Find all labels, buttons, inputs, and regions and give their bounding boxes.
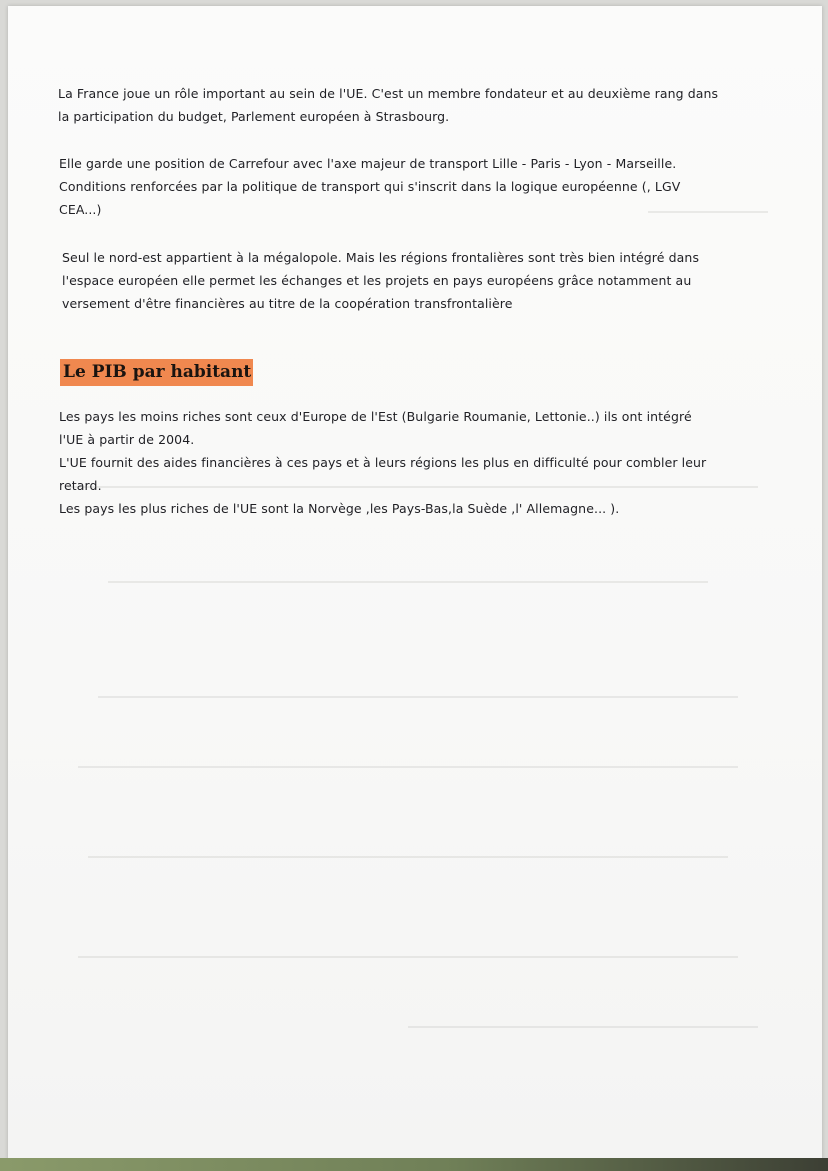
scan-bottom-edge bbox=[0, 1158, 828, 1171]
bleed-through-mark bbox=[78, 766, 738, 768]
text-line: retard. bbox=[59, 478, 102, 493]
text-line: la participation du budget, Parlement européen à Strasbourg. bbox=[58, 109, 450, 124]
text-line: La France joue un rôle important au sein de l'UE. C'est un membre fondateur et au deuxième rang dans bbox=[58, 86, 719, 101]
text-line: L'UE fournit des aides financières à ces pays et à leurs régions les plus en difficulté pour combler leur bbox=[59, 455, 707, 470]
megalopole-paragraph bbox=[62, 246, 762, 315]
bleed-through-mark bbox=[88, 856, 728, 858]
carrefour-paragraph bbox=[59, 152, 759, 221]
text-line: versement d'être financières au titre de la coopération transfrontalière bbox=[62, 296, 513, 311]
text-line: CEA...) bbox=[59, 202, 102, 217]
text-line: Conditions renforcées par la politique de transport qui s'inscrit dans la logique européenne (, LGV bbox=[59, 179, 681, 194]
text-line: Les pays les plus riches de l'UE sont la Norvège ,les Pays-Bas,la Suède ,l' Allemagne... ). bbox=[59, 501, 620, 516]
pib-paragraph bbox=[59, 405, 759, 520]
bleed-through-mark bbox=[408, 1026, 758, 1028]
text-line: Seul le nord-est appartient à la mégalopole. Mais les régions frontalières sont très bien intégré dans bbox=[62, 250, 700, 265]
bleed-through-mark bbox=[108, 581, 708, 583]
bleed-through-mark bbox=[78, 956, 738, 958]
document-page bbox=[8, 6, 822, 1160]
text-line: l'espace européen elle permet les échanges et les projets en pays européens grâce notamment au bbox=[62, 273, 692, 288]
text-line: l'UE à partir de 2004. bbox=[59, 432, 195, 447]
section-heading: Le PIB par habitant bbox=[60, 359, 253, 386]
text-line: Elle garde une position de Carrefour avec l'axe majeur de transport Lille - Paris - Lyon - Marseille. bbox=[59, 156, 677, 171]
bleed-through-mark bbox=[98, 696, 738, 698]
intro-paragraph bbox=[58, 82, 758, 128]
text-line: Les pays les moins riches sont ceux d'Europe de l'Est (Bulgarie Roumanie, Lettonie..) ils ont intégré bbox=[59, 409, 692, 424]
